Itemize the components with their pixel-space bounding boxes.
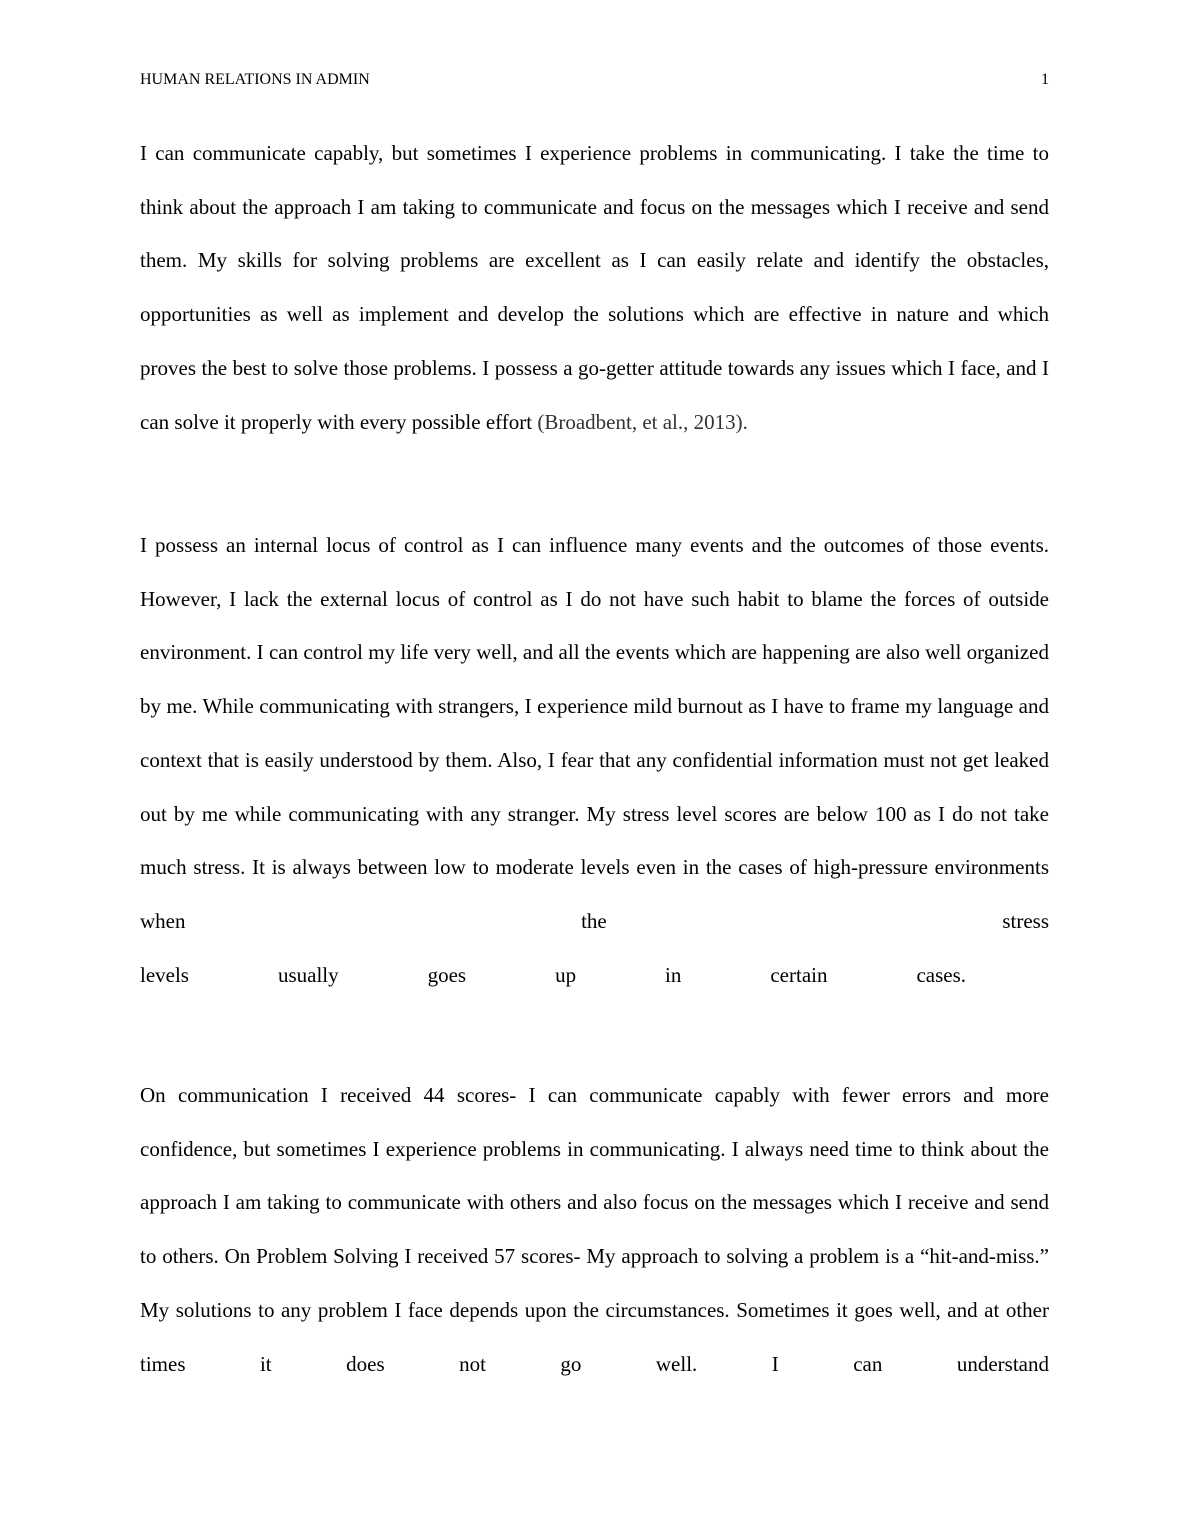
paragraph-2-text: I possess an internal locus of control as I can influence many events and the outcomes of those events. However, I lack the external locus of control as I do not have such habit to blame the forces of outside environment. I can control my life very well, and all the events which are happening are also well organized by me. While communicating with strangers, I experience mild burnout as I have to frame my language and context that is easily understood by them. Also, I fear that any confidential information must not get leaked out by me while communicating with any stranger. My stress level scores are below 100 as I do not take much stress. It is always between low to moderate levels even in the cases of high-pressure environments when the stress (140, 533, 1049, 933)
paragraph-1 (140, 127, 1049, 449)
last-line-word: goes (427, 962, 467, 987)
paragraph-3: On communication I received 44 scores- I can communicate capably with fewer errors and more confidence, but sometimes I experience problems in communicating. I always need time to think about the approach I am taking to communicate with others and also focus on the messages which I receive and send to others. On Problem Solving I received 57 scores- My approach to solving a problem is a “hit-and-miss.” My solutions to any problem I face depends upon the circumstances. Sometimes it goes well, and at other times it does not go well. I can understand (140, 1083, 1049, 1376)
last-line-word: usually (277, 962, 339, 987)
citation: (Broadbent, et al., 2013). (537, 409, 748, 434)
last-line-word: levels (140, 962, 189, 987)
last-line-word: up (555, 962, 577, 987)
paragraph-2 (140, 519, 1049, 1002)
last-line-word: certain (770, 962, 828, 987)
paragraph-1-text: I can communicate capably, but sometimes I experience problems in communicating. I take the time to think about the approach I am taking to communicate and focus on the messages which I receive and send them. My skills for solving problems are excellent as I can easily relate and identify the obstacles, opportunities as well as implement and develop the solutions which are effective in nature and which proves the best to solve those problems. I possess a go-getter attitude towards any issues which I face, and I can solve it properly with every possible effort (140, 141, 1049, 434)
paragraph-2-last-line (140, 949, 966, 1003)
running-head: HUMAN RELATIONS IN ADMIN (140, 71, 370, 88)
last-line-word: in (665, 962, 682, 987)
page-number: 1 (1041, 71, 1049, 88)
last-line-word: cases. (916, 962, 966, 987)
